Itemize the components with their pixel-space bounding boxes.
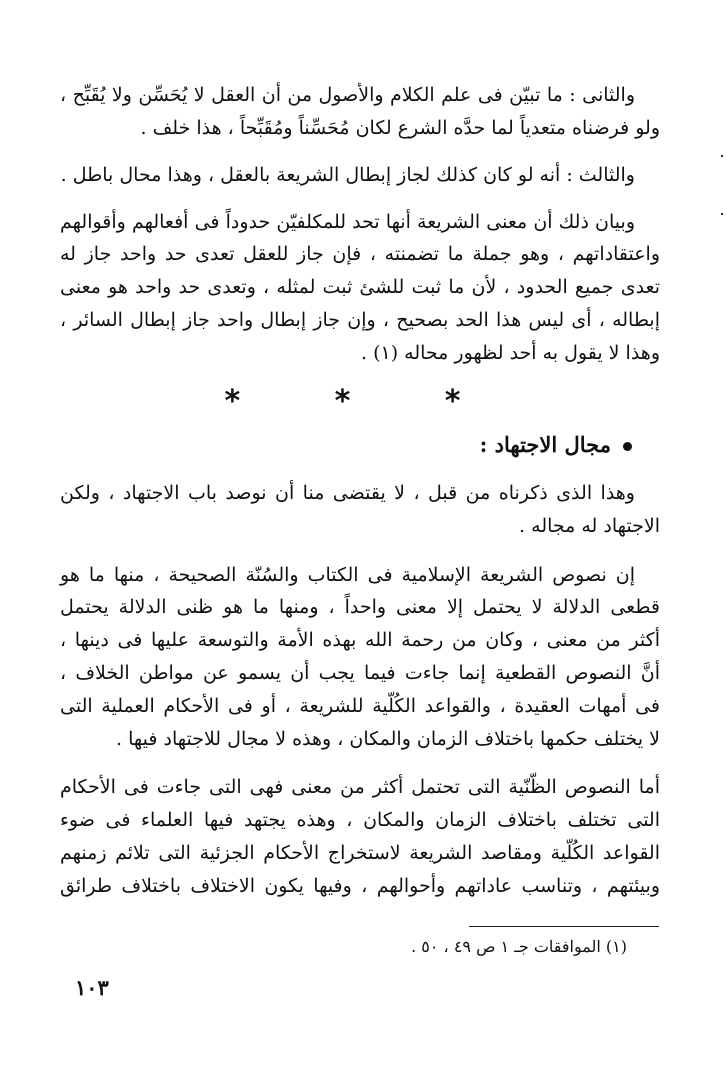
text-line: لا يختلف حكمها باختلاف الزمان والمكان ، وهذه لا مجال للاجتهاد فيها . [116, 728, 660, 750]
text-line: قطعى الدلالة لا يحتمل إلا معنى واحداً ، ومنها ما هو ظنى الدلالة يحتمل [60, 596, 660, 618]
text-line: والثانى : ما تبيّن فى علم الكلام والأصول من أن العقل لا يُحَسِّن ولا يُقَبِّح ، [60, 84, 635, 106]
bullet-icon [623, 442, 632, 451]
section-separator: * * * [224, 384, 503, 419]
text-line: وهذا لا يقول به أحد لظهور محاله (١) . [360, 342, 660, 364]
scan-mark [721, 155, 723, 157]
text-line: إن نصوص الشريعة الإسلامية فى الكتاب والسُنّة الصحيحة ، منها ما هو [60, 564, 635, 586]
text-line: ولو فرضناه متعدياً لما حدَّه الشرع لكان مُحَسِّناً ومُقَبِّحاً ، هذا خلف . [140, 117, 660, 139]
footnote-rule [469, 926, 659, 927]
section-heading-text: مجال الاجتهاد : [479, 432, 611, 457]
text-line: القواعد الكُلّية ومقاصد الشريعة لاستخراج الأحكام الجزئية التى تلائم زمنهم [60, 842, 660, 864]
text-line: أنَّ النصوص القطعية إنما جاءت فيما يجب أن يسمو عن مواطن الخلاف ، [60, 662, 660, 684]
text-line: تعدى جميع الحدود ، لأن ما ثبت للشئ ثبت لمثله ، وتعدى حد واحد هو معنى [60, 276, 660, 298]
text-line: وبيان ذلك أن معنى الشريعة أنها تحد للمكلفيّن حدوداً فى أفعالهم وأقوالهم [60, 211, 635, 233]
text-line: التى تختلف باختلاف الزمان والمكان ، وهذه يجتهد فيها العلماء فى ضوء [60, 809, 660, 831]
footnote: (١) الموافقات جـ ١ ص ٤٩ ، ٥٠ . [411, 937, 627, 956]
text-line: وهذا الذى ذكرناه من قبل ، لا يقتضى منا أن نوصد باب الاجتهاد ، ولكن [60, 482, 635, 504]
text-line: إبطاله ، أى ليس هذا الحد بصحيح ، وإن جاز إبطال واحد جاز إبطال السائر ، [60, 309, 660, 331]
text-line: واعتقاداتهم ، وهو جملة ما تضمنته ، فإن جاز للعقل تعدى حد واحد جاز له [60, 243, 660, 265]
text-line: أكثر من معنى ، وكان من رحمة الله بهذه الأمة والتوسعة عليها فى دينها ، [60, 629, 660, 651]
text-line: وبيئتهم ، وتناسب عاداتهم وأحوالهم ، وفيها يكون الاختلاف باختلاف طرائق [60, 875, 660, 897]
text-line: فى أمهات العقيدة ، والقواعد الكُلّية للشريعة ، أو فى الأحكام العملية التى [60, 695, 660, 717]
page-number: ١٠٣ [75, 975, 109, 1000]
text-line: الاجتهاد له مجاله . [519, 515, 660, 537]
scan-mark [721, 213, 723, 215]
text-line: أما النصوص الظّنّية التى تحتمل أكثر من معنى فهى التى جاءت فى الأحكام [60, 776, 660, 798]
section-heading [480, 432, 632, 457]
text-line: والثالث : أنه لو كان كذلك لجاز إبطال الشريعة بالعقل ، وهذا محال باطل . [60, 164, 635, 186]
